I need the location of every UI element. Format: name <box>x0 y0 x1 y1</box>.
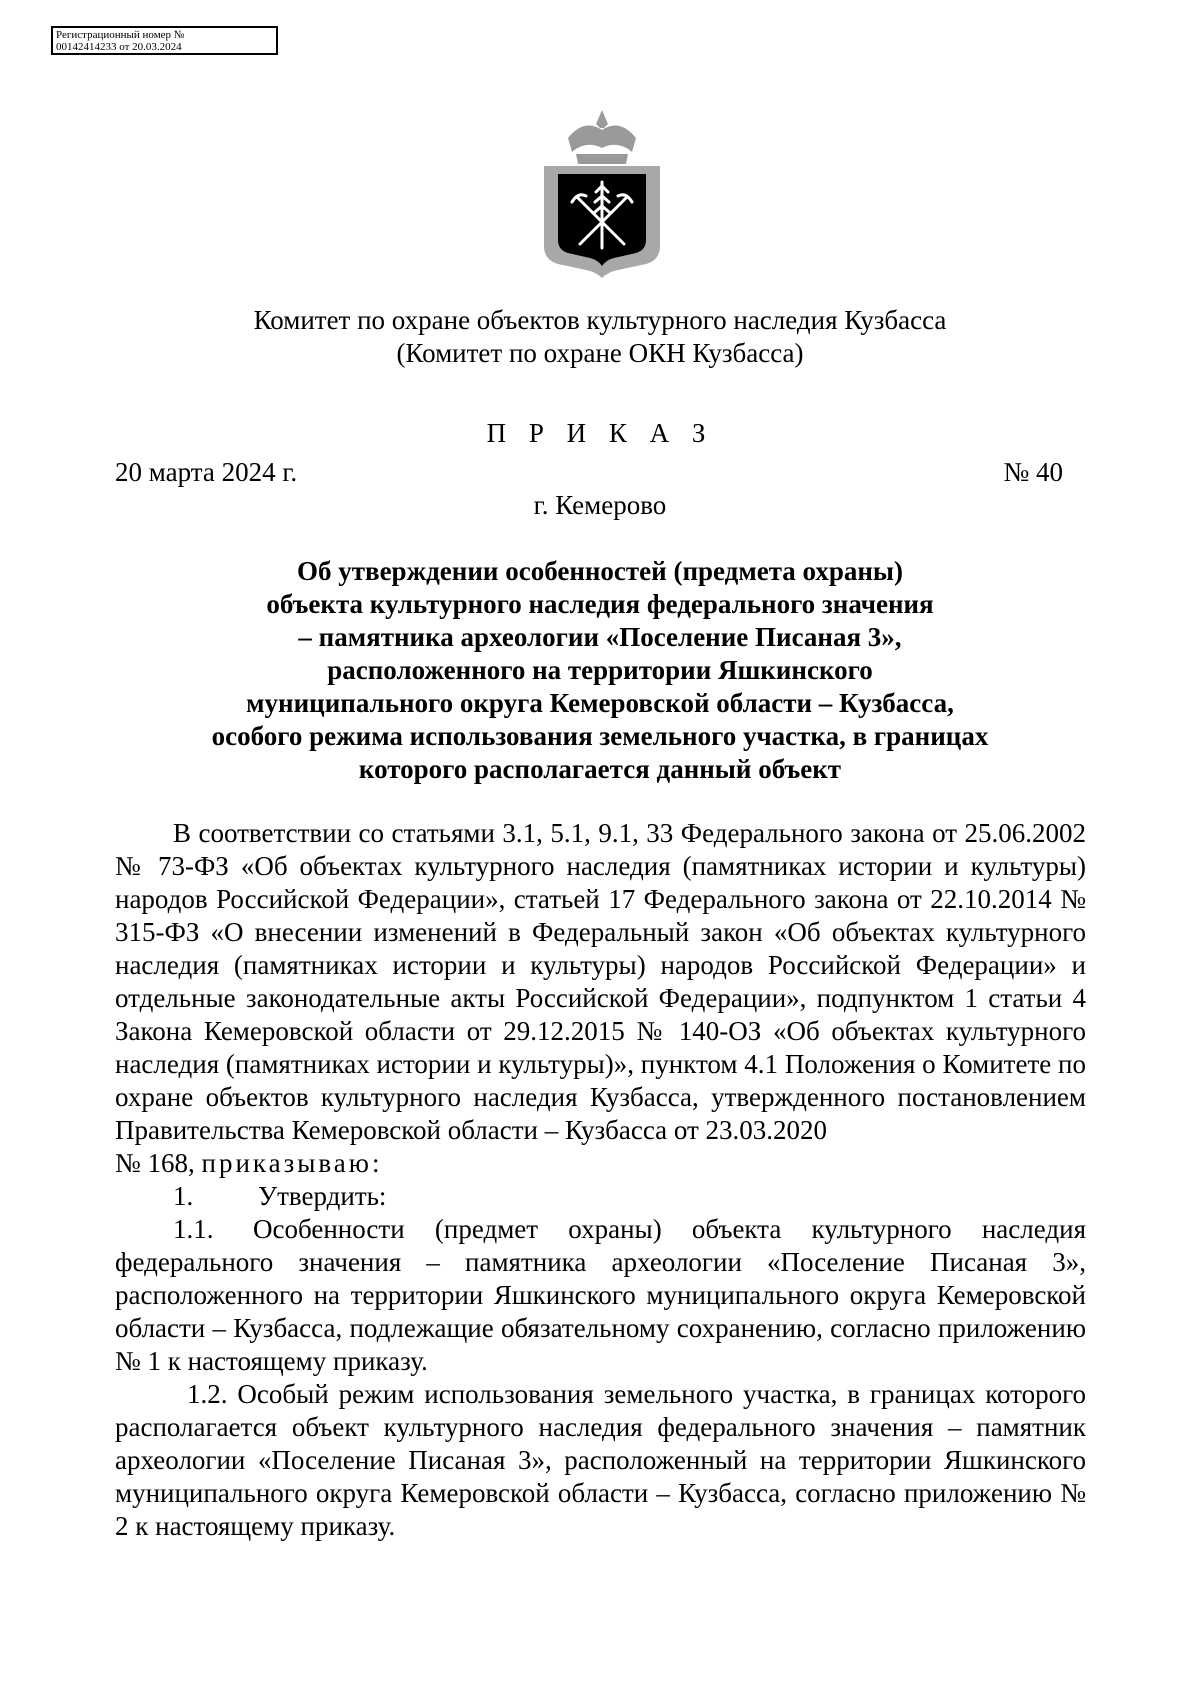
order-city: г. Кемерово <box>533 490 667 520</box>
subject-line: – памятника археологии «Поселение Писаная 3», <box>298 622 902 652</box>
subject-line: объекта культурного наследия федерального значения <box>266 589 934 619</box>
preamble-ending <box>115 1147 1086 1180</box>
preamble-text: В соответствии со статьями 3.1, 5.1, 9.1, 33 Федерального закона от 25.06.2002 № 73-ФЗ «Об объектах культурного наследия (памятниках истории и культуры) народов Российской Федерации», статьей 17 Федерального закона от 22.10.2014 № 315-ФЗ «О внесении изменений в Федеральный закон «Об объектах культурного наследия (памятниках истории и культуры) народов Российской Федерации» и отдельные законодательные акты Российской Федерации», подпунктом 1 статьи 4 Закона Кемеровской области от 29.12.2015 № 140-ОЗ «Об объектах культурного наследия (памятниках истории и культуры)», пунктом 4.1 Положения о Комитете по охране объектов культурного наследия Кузбасса, утвержденного постановлением Правительства Кемеровской области – Кузбасса от 23.03.2020 <box>115 818 1086 1145</box>
subject-line: муниципального округа Кемеровской области – Кузбасса, <box>246 688 954 718</box>
registration-line-1: Регистрационный номер № <box>56 29 185 41</box>
kuzbass-coat-of-arms-icon <box>538 108 666 280</box>
item-1-2 <box>115 1378 1086 1543</box>
registration-stamp <box>51 26 278 55</box>
item-1-2-text: 1.2. Особый режим использования земельного участка, в границах которого располагается объект культурного наследия федерального значения – памятник археологии «Поселение Писаная 3», расположенный на территории Яшкинского муниципального округа Кемеровской области – Кузбасса, согласно приложению № 2 к настоящему приказу. <box>115 1379 1086 1541</box>
subject-line: которого располагается данный объект <box>358 754 842 784</box>
organization-short-name: (Комитет по охране ОКН Кузбасса) <box>396 338 804 368</box>
item-1-number: 1. <box>173 1181 194 1211</box>
preamble-end-number: № 168, <box>115 1148 195 1178</box>
item-1-1-text: Особенности (предмет охраны) объекта культурного наследия федерального значения – памятника археологии «Поселение Писаная 3», расположенного на территории Яшкинского муниципального округа Кемеровской области – Кузбасса, подлежащие обязательному сохранению, согласно приложению № 1 к настоящему приказу. <box>115 1214 1086 1376</box>
item-1-text: Утвердить: <box>258 1181 387 1211</box>
subject-line: Об утверждении особенностей (предмета охраны) <box>296 556 904 586</box>
item-1-1-number: 1.1. <box>173 1214 214 1244</box>
order-number: № 40 <box>1003 457 1063 487</box>
item-1 <box>115 1180 1086 1213</box>
order-subject <box>0 555 1200 786</box>
organization-name: Комитет по охране объектов культурного наследия Кузбасса <box>253 305 947 335</box>
decree-word: приказываю: <box>201 1148 383 1178</box>
document-type-title: П Р И К А З <box>486 418 714 448</box>
subject-line: расположенного на территории Яшкинского <box>327 655 873 685</box>
order-body <box>115 817 1086 1543</box>
organization-header <box>0 304 1200 370</box>
registration-line-2: 00142414233 от 20.03.2024 <box>56 41 182 53</box>
subject-line: особого режима использования земельного участка, в границах <box>211 721 989 751</box>
order-date: 20 марта 2024 г. <box>115 457 298 487</box>
item-1-1 <box>115 1213 1086 1378</box>
preamble-paragraph <box>115 817 1086 1147</box>
